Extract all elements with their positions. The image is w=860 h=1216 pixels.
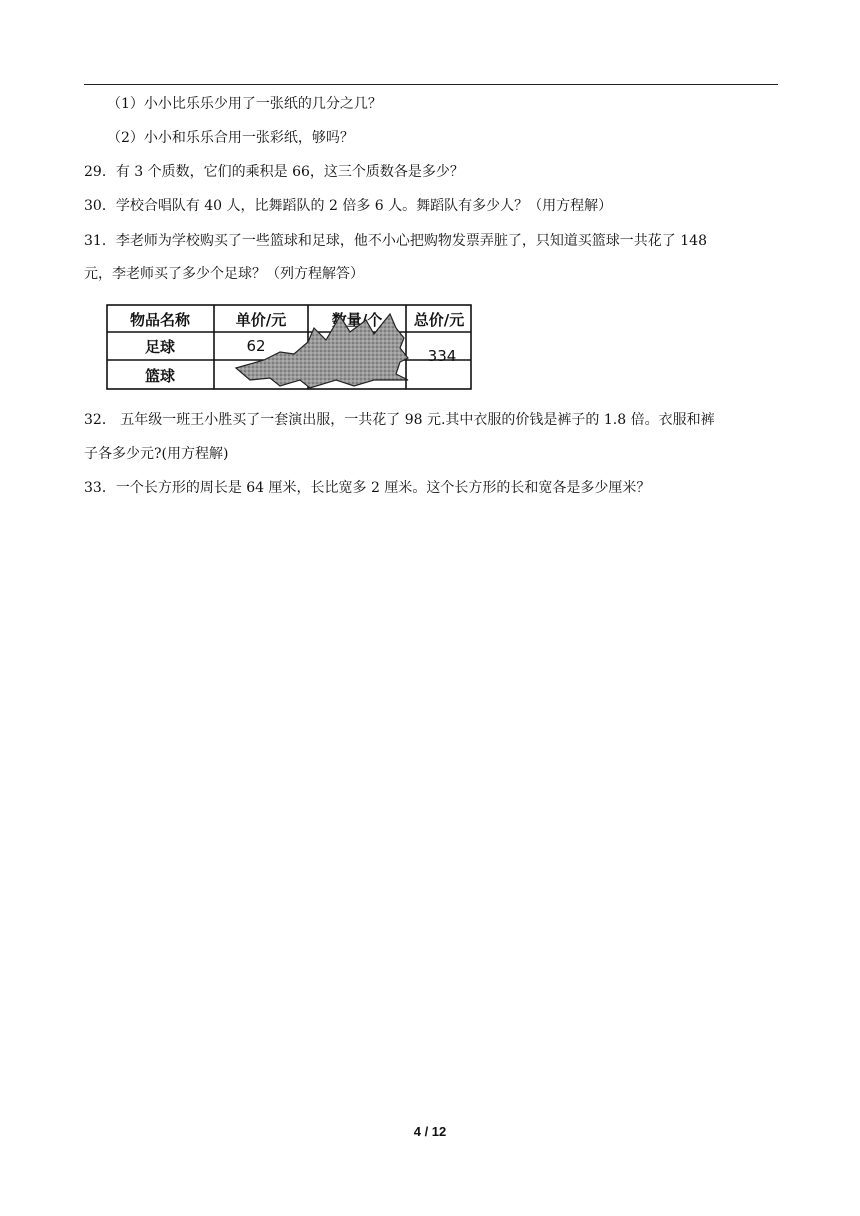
row-football-total: 334 xyxy=(427,347,457,365)
header-item-name: 物品名称 xyxy=(129,311,191,329)
q29: 29．有 3 个质数，它们的乘积是 66，这三个质数各是多少？ xyxy=(84,164,464,180)
row-basketball-name: 篮球 xyxy=(144,367,176,385)
header-rule xyxy=(84,84,778,85)
header-total-price: 总价/元 xyxy=(413,311,465,329)
q32-line2: 子各多少元?(用方程解) xyxy=(84,446,229,462)
q33: 33．一个长方形的周长是 64 厘米，长比宽多 2 厘米。这个长方形的长和宽各是多少厘米？ xyxy=(84,480,651,496)
q28-part2: （2）小小和乐乐合用一张彩纸，够吗？ xyxy=(107,130,354,146)
row-football-unit-price: 62 xyxy=(246,337,266,355)
header-quantity: 数量/个 xyxy=(331,311,383,329)
q30: 30．学校合唱队有 40 人，比舞蹈队的 2 倍多 6 人。舞蹈队有多少人？（用方程解） xyxy=(84,198,613,214)
q31-line1: 31．李老师为学校购买了一些篮球和足球，他不小心把购物发票弄脏了，只知道买篮球一共花了 148 xyxy=(84,233,707,249)
q28-part1: （1）小小比乐乐少用了一张纸的几分之几？ xyxy=(107,96,382,112)
q31-line2: 元，李老师买了多少个足球？（列方程解答） xyxy=(84,266,364,282)
header-unit-price: 单价/元 xyxy=(235,311,287,329)
row-football-name: 足球 xyxy=(144,338,176,356)
invoice-image xyxy=(104,302,474,392)
page-number: 4 / 12 xyxy=(413,1124,447,1139)
q32-line1: 32． 五年级一班王小胜买了一套演出服，一共花了 98 元.其中衣服的价钱是裤子的 1.8 倍。衣服和裤 xyxy=(84,412,715,428)
